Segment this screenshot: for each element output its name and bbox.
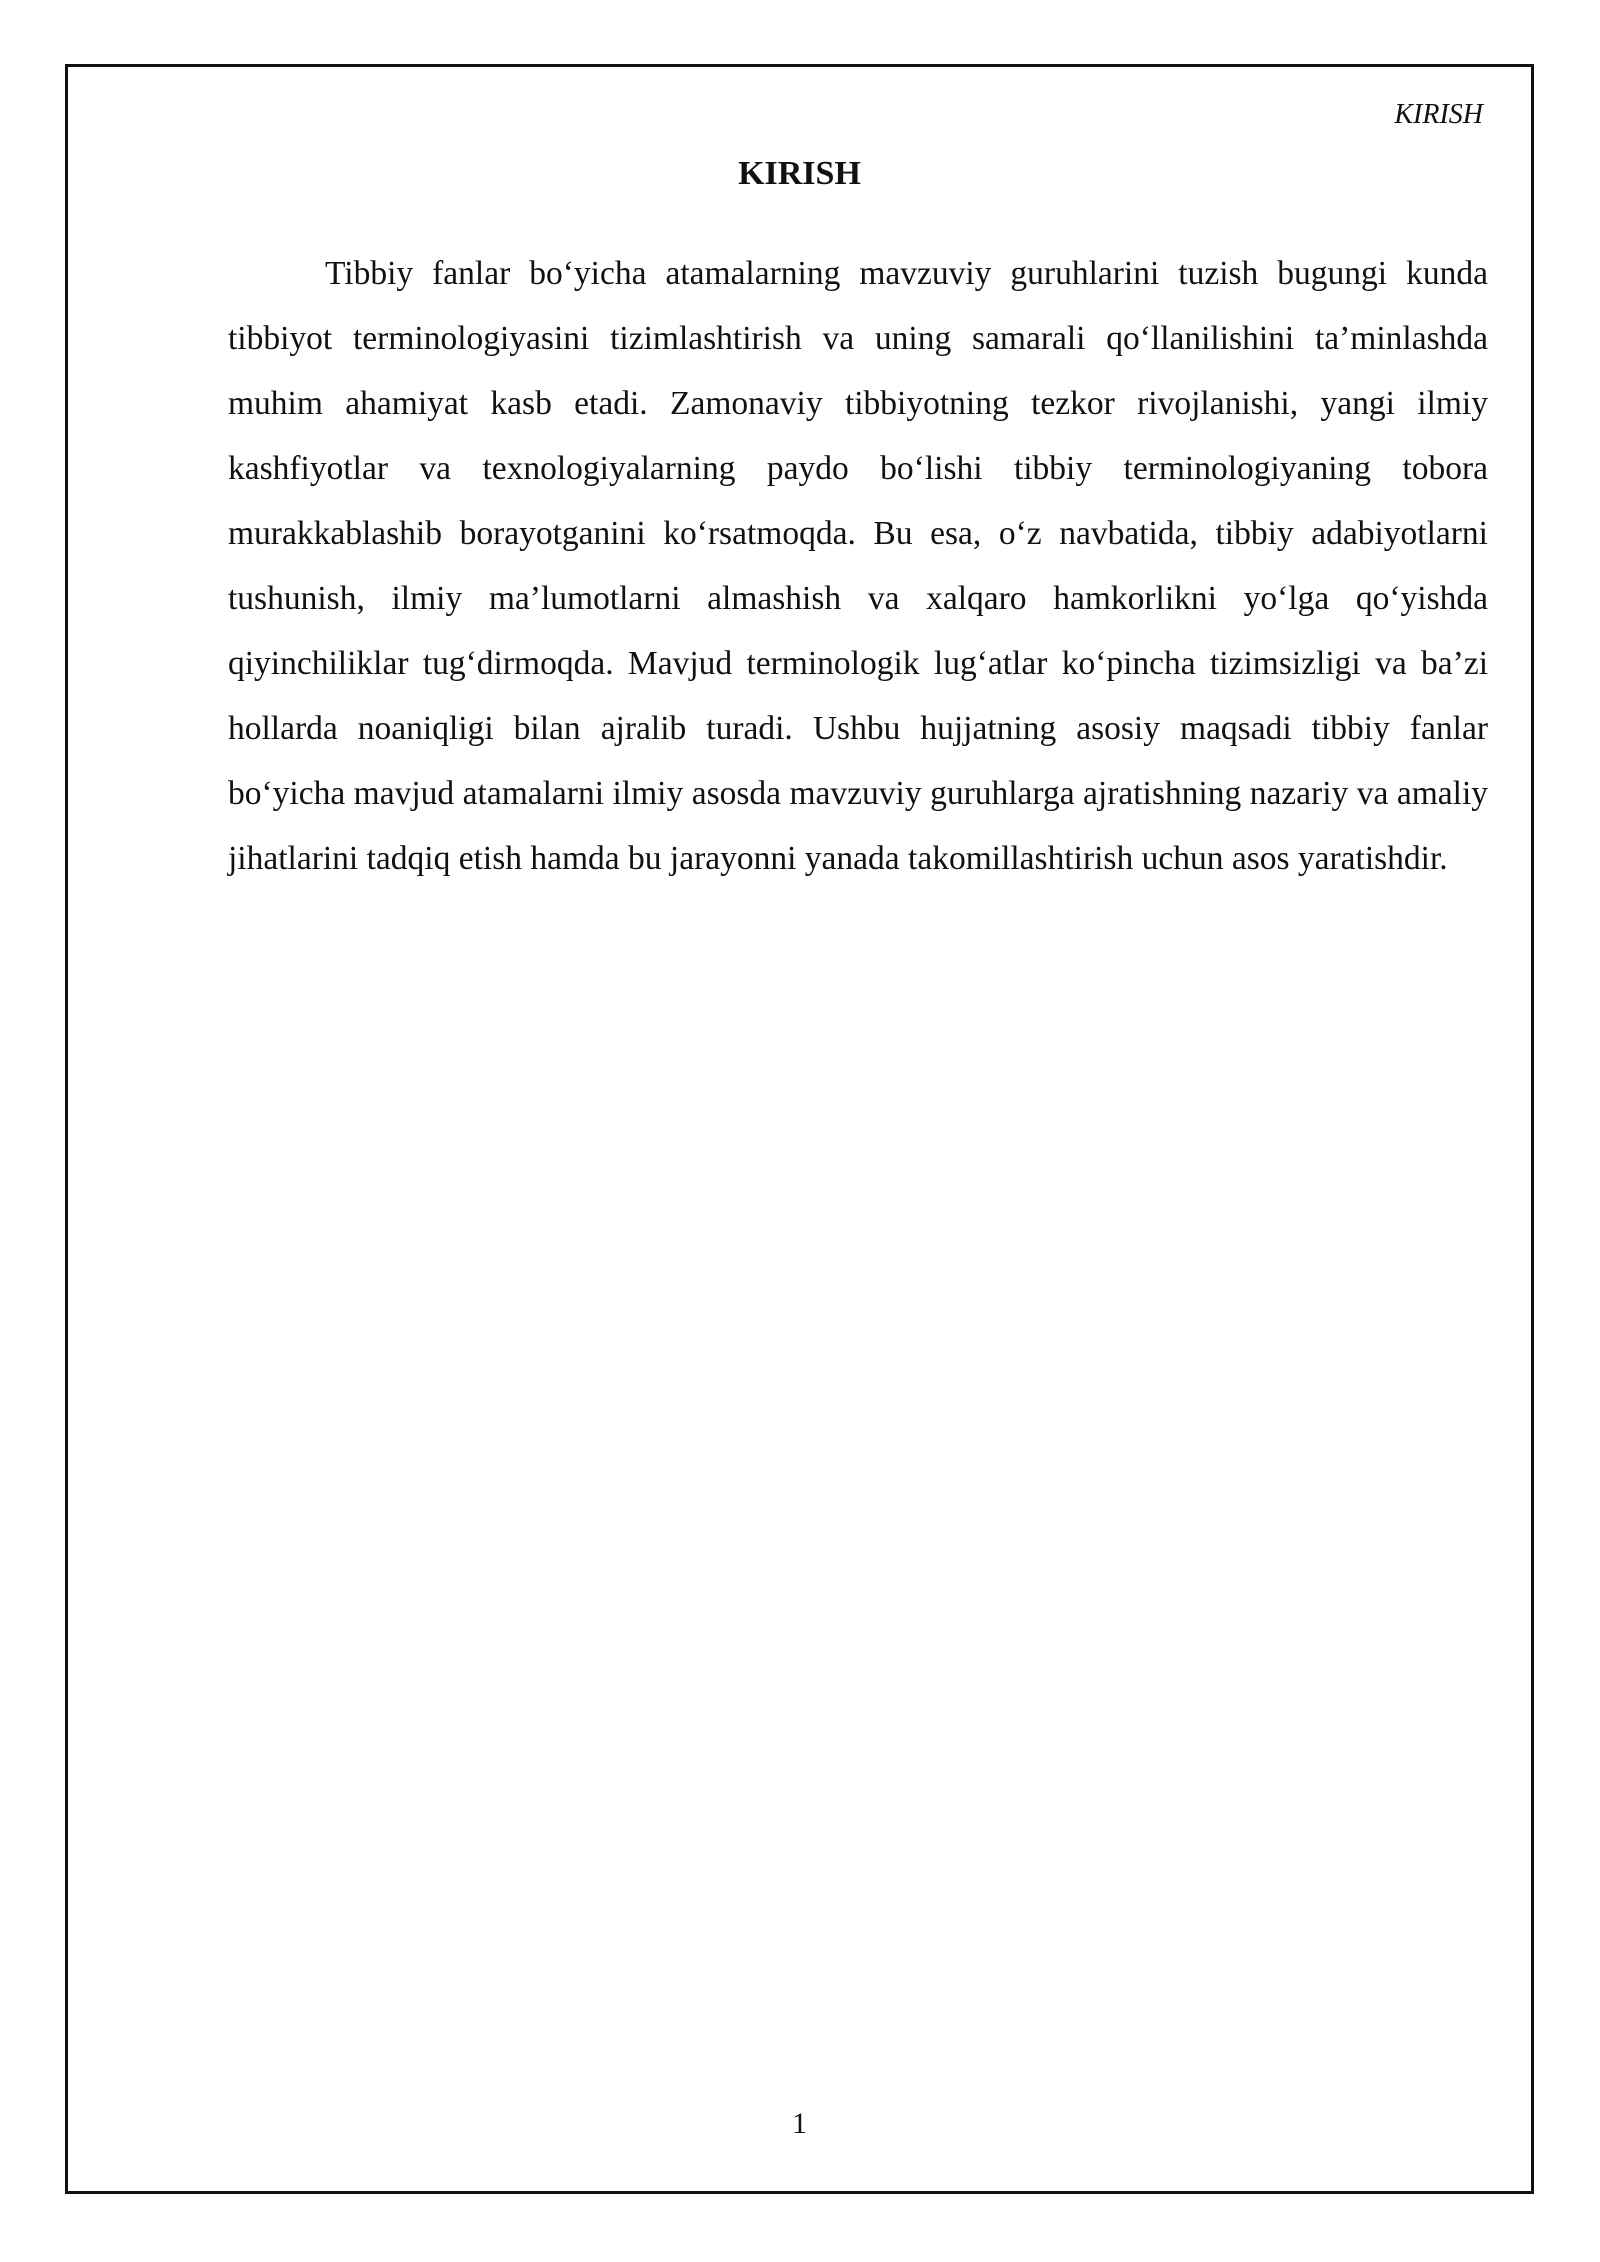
running-header: KIRISH	[1394, 99, 1483, 130]
body-paragraph: Tibbiy fanlar bo‘yicha atamalarning mavzuviy guruhlarini tuzish bugungi kunda tibbiyot terminologiyasini tizimlashtirish va uning samarali qo‘llanilishini ta’minlashda muhim ahamiyat kasb etadi. Zamonaviy tibbiyotning tezkor rivojlanishi, yangi ilmiy kashfiyotlar va texnologiyalarning paydo bo‘lishi tibbiy terminologiyaning tobora murakkablashib borayotganini ko‘rsatmoqda. Bu esa, o‘z navbatida, tibbiy adabiyotlarni tushunish, ilmiy ma’lumotlarni almashish va xalqaro hamkorlikni yo‘lga qo‘yishda qiyinchiliklar tug‘dirmoqda. Mavjud terminologik lug‘atlar ko‘pincha tizimsizligi va ba’zi hollarda noaniqligi bilan ajralib turadi. Ushbu hujjatning asosiy maqsadi tibbiy fanlar bo‘yicha mavjud atamalarni ilmiy asosda mavzuviy guruhlarga ajratishning nazariy va amaliy jihatlarini tadqiq etish hamda bu jarayonni yanada takomillashtirish uchun asos yaratishdir.	[228, 255, 1488, 877]
page-number: 1	[792, 2107, 807, 2140]
page-title: KIRISH	[738, 155, 861, 192]
page-frame	[65, 64, 1534, 2194]
